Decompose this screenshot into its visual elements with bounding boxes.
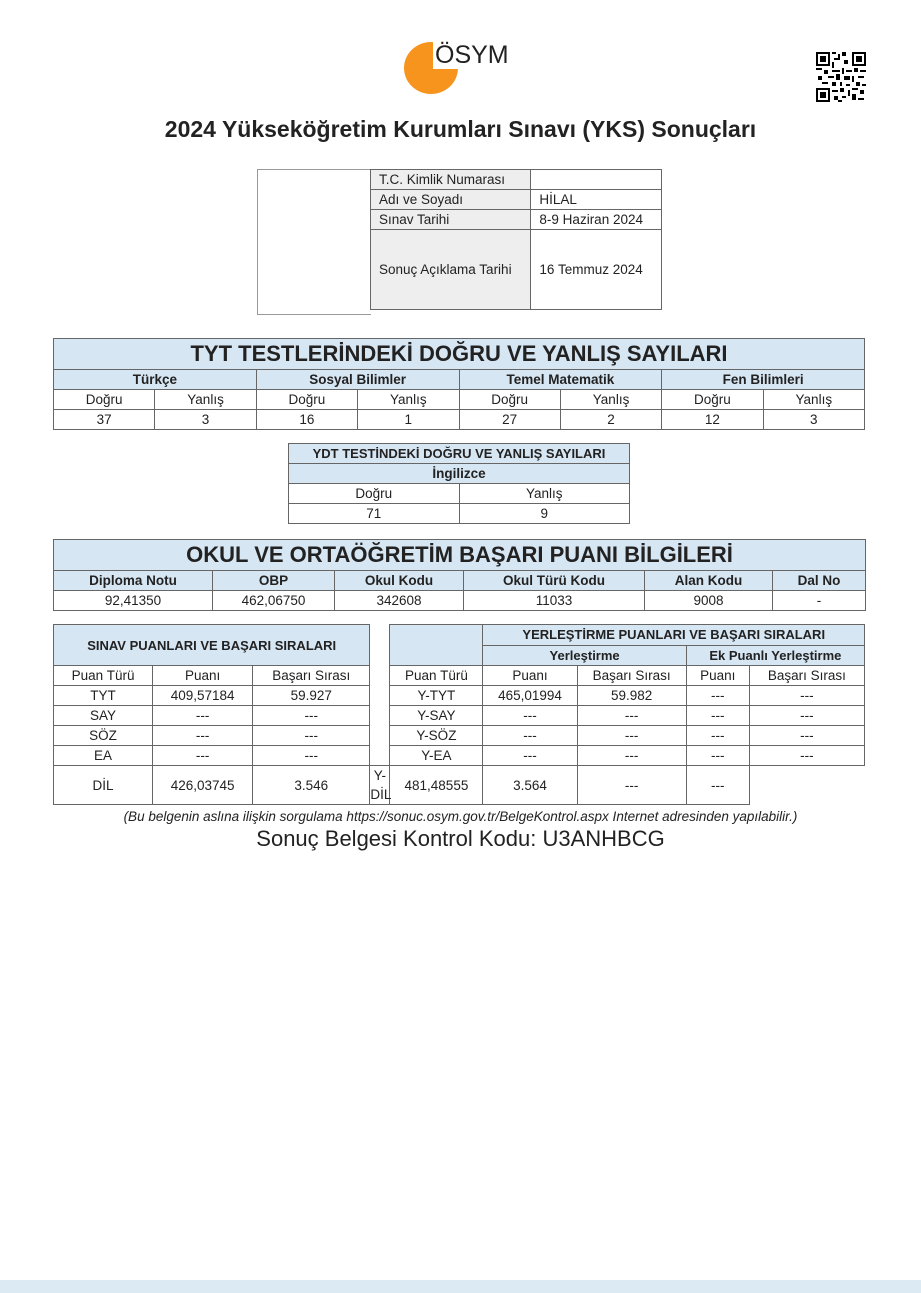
tyt-title: TYT TESTLERİNDEKİ DOĞRU VE YANLIŞ SAYILARI — [54, 339, 865, 370]
tyt-col-label: Yanlış — [358, 390, 459, 410]
yer-header: Puanı — [483, 666, 577, 686]
info-label: Sınav Tarihi — [371, 210, 531, 230]
puani: 465,01994 — [483, 686, 577, 706]
okul-header: Okul Kodu — [335, 571, 464, 591]
table-row — [54, 686, 865, 706]
puan-turu: Y-TYT — [390, 686, 483, 706]
yerlestirme-title: YERLEŞTİRME PUANLARI VE BAŞARI SIRALARI — [483, 625, 865, 646]
puani: --- — [153, 706, 253, 726]
ek-basari-sirasi: --- — [749, 726, 864, 746]
tyt-col-label: Yanlış — [560, 390, 661, 410]
table-row — [54, 706, 865, 726]
info-value: 8-9 Haziran 2024 — [531, 210, 662, 230]
ek-puanli-group: Ek Puanlı Yerleştirme — [686, 645, 864, 666]
sinav-header: Başarı Sırası — [253, 666, 370, 686]
okul-value: 11033 — [464, 591, 645, 611]
basari-sirasi: --- — [253, 706, 370, 726]
tyt-subject: Fen Bilimleri — [662, 370, 865, 390]
puani: 481,48555 — [390, 766, 483, 805]
okul-table — [53, 539, 866, 611]
ydt-title: YDT TESTİNDEKİ DOĞRU VE YANLIŞ SAYILARI — [289, 444, 630, 464]
control-code: Sonuç Belgesi Kontrol Kodu: U3ANHBCG — [256, 826, 665, 851]
basari-sirasi: --- — [577, 746, 686, 766]
table-row — [54, 766, 865, 805]
info-row — [371, 170, 662, 190]
ek-basari-sirasi: --- — [749, 686, 864, 706]
info-label: Sonuç Açıklama Tarihi — [371, 230, 531, 310]
ydt-col-label: Yanlış — [459, 484, 630, 504]
info-row — [371, 190, 662, 210]
tyt-subject: Temel Matematik — [459, 370, 662, 390]
puan-turu: DİL — [54, 766, 153, 805]
puan-turu: SAY — [54, 706, 153, 726]
tyt-value: 3 — [155, 410, 256, 430]
sinav-header: Puanı — [153, 666, 253, 686]
yer-header: Başarı Sırası — [749, 666, 864, 686]
puani: --- — [483, 726, 577, 746]
info-row — [371, 230, 662, 310]
tyt-value: 27 — [459, 410, 560, 430]
basari-sirasi: 59.982 — [577, 686, 686, 706]
osym-logo — [404, 40, 534, 96]
okul-header: OBP — [213, 571, 335, 591]
puani: --- — [483, 746, 577, 766]
basari-sirasi: 3.546 — [253, 766, 370, 805]
basari-sirasi: --- — [253, 746, 370, 766]
basari-sirasi: --- — [577, 706, 686, 726]
yer-header: Puanı — [686, 666, 749, 686]
candidate-info-table — [370, 169, 662, 310]
okul-value: - — [773, 591, 866, 611]
ek-basari-sirasi: --- — [686, 766, 749, 805]
yerlestirme-group: Yerleştirme — [483, 645, 686, 666]
ek-basari-sirasi: --- — [749, 746, 864, 766]
basari-sirasi: --- — [253, 726, 370, 746]
sinav-header: Puan Türü — [54, 666, 153, 686]
okul-value: 9008 — [645, 591, 773, 611]
ek-puani: --- — [686, 686, 749, 706]
ek-basari-sirasi: --- — [749, 706, 864, 726]
puani: --- — [153, 726, 253, 746]
puan-turu: Y-SAY — [390, 706, 483, 726]
tyt-value: 12 — [662, 410, 763, 430]
ydt-subject: İngilizce — [289, 464, 630, 484]
tyt-col-label: Doğru — [662, 390, 763, 410]
tyt-value: 2 — [560, 410, 661, 430]
tyt-table — [53, 338, 865, 430]
scores-table — [53, 624, 865, 805]
basari-sirasi: 59.927 — [253, 686, 370, 706]
okul-header: Okul Türü Kodu — [464, 571, 645, 591]
puani: 426,03745 — [153, 766, 253, 805]
verification-note: (Bu belgenin aslına ilişkin sorgulama https://sonuc.osym.gov.tr/BelgeKontrol.aspx Internet adresinden yapılabilir.) — [123, 809, 798, 824]
ydt-value: 71 — [289, 504, 460, 524]
puan-turu: SÖZ — [54, 726, 153, 746]
puani: 409,57184 — [153, 686, 253, 706]
yer-header: Puan Türü — [390, 666, 483, 686]
info-value: HİLAL — [531, 190, 662, 210]
ek-puani: --- — [686, 746, 749, 766]
tyt-col-label: Yanlış — [763, 390, 864, 410]
ydt-col-label: Doğru — [289, 484, 460, 504]
tyt-col-label: Doğru — [459, 390, 560, 410]
okul-value: 342608 — [335, 591, 464, 611]
puan-turu: EA — [54, 746, 153, 766]
ek-puani: --- — [577, 766, 686, 805]
tyt-value: 16 — [256, 410, 357, 430]
info-value: 16 Temmuz 2024 — [531, 230, 662, 310]
okul-header: Alan Kodu — [645, 571, 773, 591]
okul-header: Diploma Notu — [54, 571, 213, 591]
info-label: T.C. Kimlik Numarası — [371, 170, 531, 190]
puan-turu: Y-SÖZ — [390, 726, 483, 746]
yer-header: Başarı Sırası — [577, 666, 686, 686]
tyt-value: 37 — [54, 410, 155, 430]
ek-puani: --- — [686, 706, 749, 726]
puani: --- — [483, 706, 577, 726]
okul-title: OKUL VE ORTAÖĞRETİM BAŞARI PUANI BİLGİLERİ — [54, 540, 866, 571]
basari-sirasi: 3.564 — [483, 766, 577, 805]
tyt-value: 3 — [763, 410, 864, 430]
yerlestirme-corner — [390, 625, 483, 666]
tyt-value: 1 — [358, 410, 459, 430]
puan-turu: Y-DİL — [370, 766, 390, 805]
page-title: 2024 Yükseköğretim Kurumları Sınavı (YKS) Sonuçları — [164, 116, 757, 142]
candidate-photo — [257, 169, 371, 315]
qr-code-icon — [816, 52, 866, 102]
tyt-col-label: Doğru — [54, 390, 155, 410]
table-gap — [370, 625, 390, 766]
basari-sirasi: --- — [577, 726, 686, 746]
bottom-strip — [0, 1280, 921, 1293]
okul-value: 462,06750 — [213, 591, 335, 611]
info-label: Adı ve Soyadı — [371, 190, 531, 210]
puani: --- — [153, 746, 253, 766]
tyt-col-label: Yanlış — [155, 390, 256, 410]
ydt-value: 9 — [459, 504, 630, 524]
okul-value: 92,41350 — [54, 591, 213, 611]
tyt-subject: Sosyal Bilimler — [256, 370, 459, 390]
info-row — [371, 210, 662, 230]
table-row — [54, 726, 865, 746]
table-row — [54, 746, 865, 766]
tyt-col-label: Doğru — [256, 390, 357, 410]
puan-turu: Y-EA — [390, 746, 483, 766]
okul-header: Dal No — [773, 571, 866, 591]
logo-text: ÖSYM — [435, 41, 509, 69]
tyt-subject: Türkçe — [54, 370, 257, 390]
puan-turu: TYT — [54, 686, 153, 706]
ek-puani: --- — [686, 726, 749, 746]
sinav-title: SINAV PUANLARI VE BAŞARI SIRALARI — [54, 625, 370, 666]
ydt-table — [288, 443, 630, 524]
info-value — [531, 170, 662, 190]
